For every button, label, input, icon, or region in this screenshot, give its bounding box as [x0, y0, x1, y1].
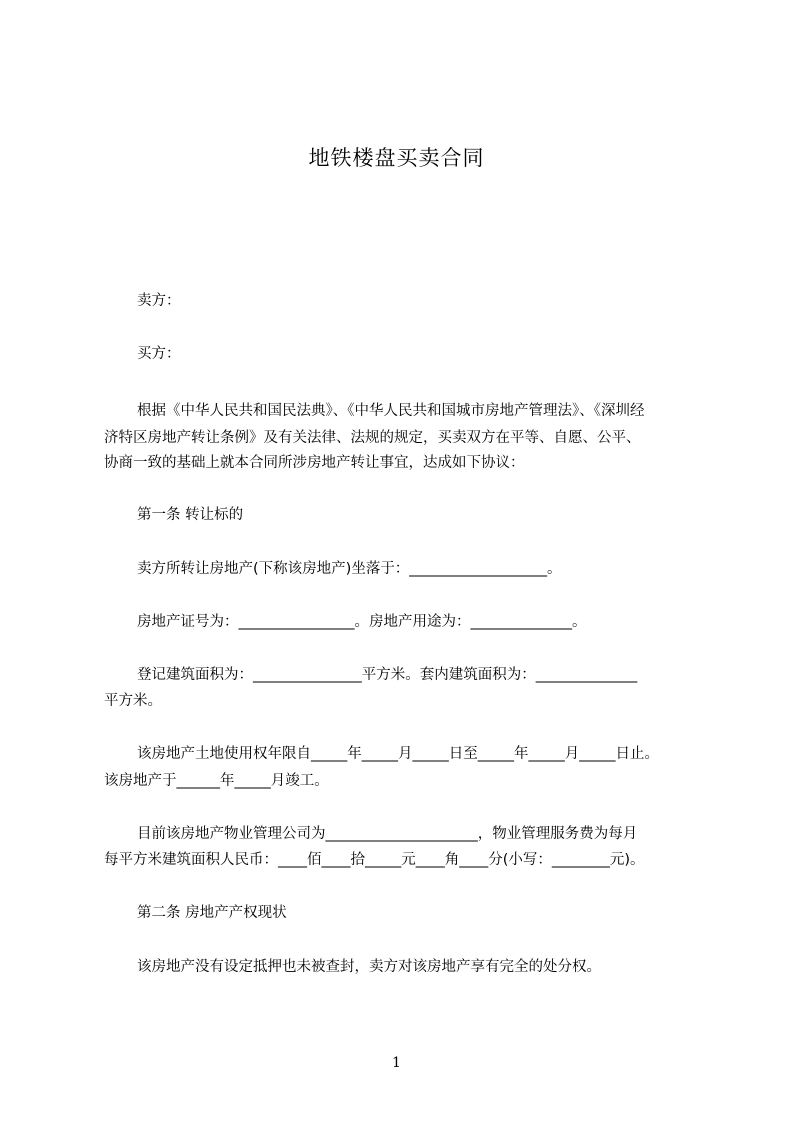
- article-1-heading: 第一条 转让标的: [137, 507, 244, 523]
- land-term-line-1: 该房地产土地使用权年限自_____年_____月_____日至_____年_____月_____日止。: [137, 746, 659, 762]
- page-number: 1: [392, 1055, 401, 1071]
- area-line-2: 平方米。: [104, 693, 162, 709]
- preamble-line-3: 协商一致的基础上就本合同所涉房地产转让事宜，达成如下协议：: [104, 455, 525, 471]
- preamble-line-1: 根据《中华人民共和国民法典》、《中华人民共和国城市房地产管理法》、《深圳经: [137, 403, 645, 419]
- buyer-line: 买方：: [137, 346, 181, 362]
- document-title: 地铁楼盘买卖合同: [308, 146, 485, 170]
- property-management-line-2: 每平方米建筑面积人民币：____佰____拾_____元____角____分(小写：________元)。: [104, 852, 645, 868]
- area-line-1: 登记建筑面积为：_______________平方米。套内建筑面积为：______________: [137, 667, 638, 683]
- property-location-line: 卖方所转让房地产(下称该房地产)坐落于：___________________。: [137, 561, 562, 577]
- preamble-line-2: 济特区房地产转让条例》及有关法律、法规的规定，买卖双方在平等、自愿、公平、: [104, 430, 641, 446]
- certificate-usage-line: 房地产证号为：________________。房地产用途为：______________。: [137, 614, 587, 630]
- seller-line: 卖方：: [137, 293, 181, 309]
- land-term-line-2: 该房地产于______年_____月竣工。: [104, 773, 329, 789]
- article-2-heading: 第二条 房地产产权现状: [137, 905, 287, 921]
- property-management-line-1: 目前该房地产物业管理公司为_____________________，物业管理服务费为每月: [137, 826, 638, 842]
- ownership-status-line: 该房地产没有设定抵押也未被查封，卖方对该房地产享有完全的处分权。: [137, 959, 601, 975]
